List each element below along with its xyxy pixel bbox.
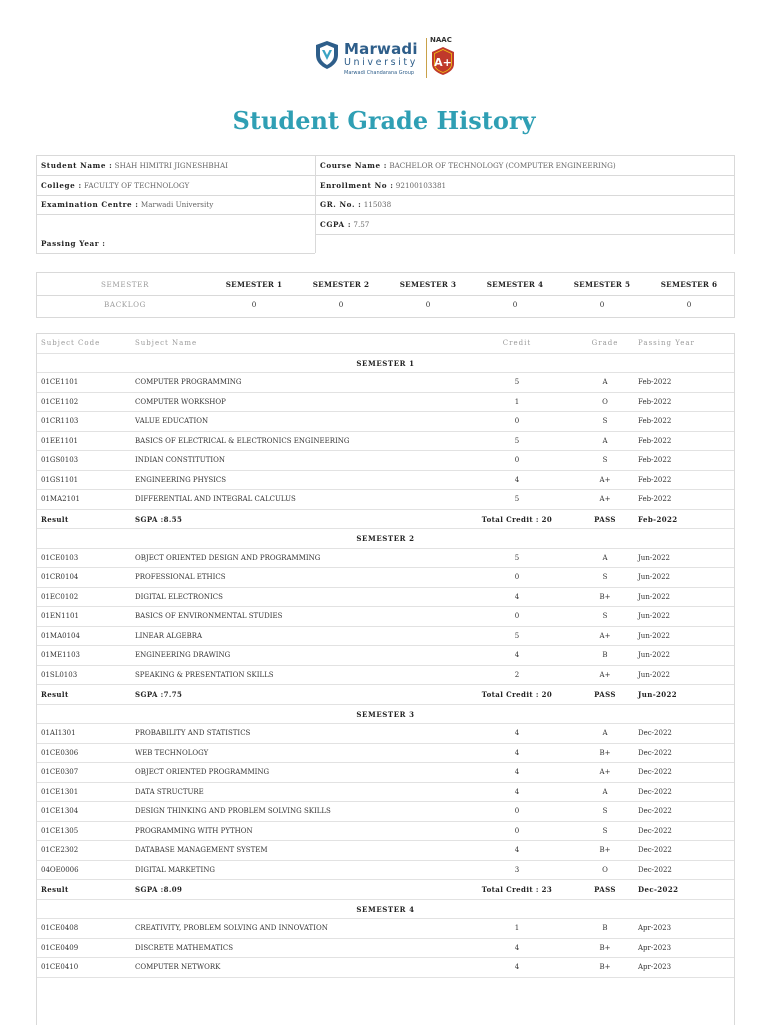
- passing-year: Dec-2022: [638, 787, 672, 796]
- passing-year: Feb-2022: [638, 456, 672, 464]
- university-header: [0, 32, 768, 82]
- subject-code: 01CE0307: [41, 768, 79, 776]
- subject-row: [37, 802, 734, 822]
- passing-year: Feb-2022: [638, 475, 672, 484]
- subject-name: COMPUTER WORKSHOP: [135, 397, 226, 406]
- naac-grade-badge: [430, 46, 456, 76]
- grade: S: [602, 807, 608, 815]
- summary-backlog-label: BACKLOG: [104, 300, 146, 309]
- course-value: BACHELOR OF TECHNOLOGY (COMPUTER ENGINEERING): [389, 161, 616, 170]
- subject-code: 01CE0408: [41, 924, 79, 932]
- passing-year: Apr-2023: [638, 924, 672, 932]
- subject-row: [37, 939, 734, 959]
- credit: 4: [514, 592, 520, 601]
- summary-semester-5: SEMESTER 5: [573, 280, 631, 289]
- subject-code: 01CE0410: [41, 963, 79, 971]
- subject-code: 01AI1301: [41, 729, 76, 737]
- credit: 4: [514, 943, 520, 952]
- subject-name: PROGRAMMING WITH PYTHON: [135, 826, 253, 835]
- subject-name: PROFESSIONAL ETHICS: [135, 573, 226, 581]
- summary-semester-1: SEMESTER 1: [225, 280, 283, 289]
- summary-backlog-1: 0: [251, 300, 257, 309]
- cgpa-label: CGPA :: [320, 219, 352, 229]
- credit: 1: [514, 397, 520, 406]
- subject-name: DIFFERENTIAL AND INTEGRAL CALCULUS: [135, 495, 296, 503]
- subject-code: 01SL0103: [41, 670, 78, 679]
- gr-number-label: GR. No. :: [320, 200, 362, 209]
- grade: A+: [599, 670, 611, 679]
- passing-year: Jun-2022: [638, 631, 671, 640]
- summary-backlog-4: 0: [512, 300, 518, 309]
- summary-backlog-6: 0: [686, 300, 692, 309]
- enrollment-cell: [316, 176, 446, 195]
- grade: A: [602, 729, 608, 737]
- grade: A+: [599, 475, 611, 484]
- passing-year: Apr-2023: [638, 943, 672, 952]
- subject-code: 01CR1103: [41, 417, 79, 425]
- grade: B: [602, 651, 608, 659]
- subject-row: [37, 568, 734, 588]
- subject-code: Result: [41, 885, 69, 894]
- brand-name: Marwadi: [344, 40, 418, 58]
- grade-history-table: [36, 333, 735, 1025]
- grade: A+: [599, 631, 611, 640]
- grade: O: [602, 865, 608, 874]
- passing-year: Jun-2022: [638, 612, 671, 620]
- subject-row: [37, 490, 734, 510]
- credit: 4: [514, 963, 520, 971]
- passing-year: Jun-2022: [638, 592, 671, 601]
- subject-row: [37, 724, 734, 744]
- subject-code: 01CE0409: [41, 943, 79, 952]
- passing-year: Jun-2022: [638, 573, 671, 581]
- course-cell: [316, 156, 616, 175]
- backlog-summary-table: [36, 272, 735, 318]
- subject-name: SGPA :8.09: [135, 885, 183, 894]
- university-logo: [314, 36, 459, 80]
- grade: B+: [599, 963, 611, 971]
- credit: 4: [514, 729, 520, 737]
- subject-name: OBJECT ORIENTED PROGRAMMING: [135, 768, 270, 776]
- subject-code: 01GS0103: [41, 456, 79, 464]
- summary-backlog-2: 0: [338, 300, 344, 309]
- grade: A+: [599, 768, 611, 776]
- grade: A: [602, 553, 608, 562]
- subject-row: [37, 841, 734, 861]
- subject-code: 04OE0006: [41, 865, 79, 874]
- credit: 0: [514, 826, 520, 835]
- subject-code: 01CE1305: [41, 826, 79, 835]
- grade: PASS: [594, 514, 616, 524]
- grade: A: [602, 378, 608, 386]
- brand-group: Marwadi Chandarana Group: [344, 70, 415, 76]
- subject-row: [37, 822, 734, 842]
- result-row: [37, 880, 734, 900]
- grade: S: [602, 417, 608, 425]
- cgpa-cell: [316, 215, 369, 234]
- credit: Total Credit : 20: [481, 690, 553, 699]
- subject-code: 01EC0102: [41, 592, 79, 601]
- subject-code: 01CE2302: [41, 846, 79, 854]
- header-subject-name: Subject Name: [135, 339, 198, 347]
- credit: 4: [514, 846, 520, 854]
- subject-code: 01EE1101: [41, 436, 78, 445]
- gr-number-value: 115038: [363, 200, 392, 209]
- header-grade: Grade: [591, 339, 619, 347]
- subject-name: BASICS OF ELECTRICAL & ELECTRONICS ENGINEERING: [135, 436, 350, 445]
- subject-code: Result: [41, 514, 69, 524]
- subject-row: [37, 373, 734, 393]
- summary-semester-4: SEMESTER 4: [486, 280, 544, 289]
- subject-name: DISCRETE MATHEMATICS: [135, 943, 234, 952]
- subject-code: 01CE1101: [41, 378, 79, 386]
- passing-year: Dec-2022: [638, 826, 672, 835]
- grade: B+: [599, 748, 611, 757]
- credit: 0: [514, 807, 520, 815]
- subject-name: SGPA :7.75: [135, 690, 183, 699]
- subject-row: [37, 432, 734, 452]
- subject-name: BASICS OF ENVIRONMENTAL STUDIES: [135, 612, 283, 620]
- summary-backlog-3: 0: [425, 300, 431, 309]
- subject-row: [37, 666, 734, 686]
- passing-year: Feb-2022: [638, 436, 672, 445]
- credit: 4: [514, 475, 520, 484]
- passing-year: Feb-2022: [638, 495, 672, 503]
- credit: 4: [514, 768, 520, 776]
- passing-year: Jun-2022: [638, 651, 671, 659]
- brand-sub: University: [344, 57, 418, 68]
- subject-row: [37, 588, 734, 608]
- subject-name: INDIAN CONSTITUTION: [135, 456, 225, 464]
- student-name-label: Student Name :: [41, 161, 113, 170]
- credit: Total Credit : 20: [481, 514, 553, 524]
- passing-year: Feb-2022: [638, 378, 672, 386]
- passing-year: Dec-2022: [638, 768, 672, 776]
- student-name-cell: [37, 156, 228, 175]
- credit: 5: [514, 553, 520, 562]
- subject-name: SGPA :8.55: [135, 514, 183, 524]
- enrollment-value: 92100103381: [395, 180, 447, 190]
- subject-row: [37, 451, 734, 471]
- shield-logo-icon: [314, 40, 340, 70]
- credit: 0: [514, 417, 520, 425]
- subject-row: [37, 412, 734, 432]
- summary-semester-6: SEMESTER 6: [660, 280, 718, 289]
- subject-code: Result: [41, 690, 69, 699]
- subject-name: DESIGN THINKING AND PROBLEM SOLVING SKILLS: [135, 807, 331, 815]
- subject-name: COMPUTER NETWORK: [135, 963, 221, 971]
- subject-row: [37, 471, 734, 491]
- subject-code: 01ME1103: [41, 651, 80, 659]
- summary-backlog-5: 0: [599, 300, 605, 309]
- exam-centre-cell: [37, 195, 213, 214]
- naac-label: NAAC: [430, 36, 452, 44]
- header-credit: Credit: [502, 339, 532, 347]
- passing-year: Dec-2022: [638, 748, 672, 757]
- subject-name: OBJECT ORIENTED DESIGN AND PROGRAMMING: [135, 553, 321, 562]
- semester-heading-row: [37, 529, 734, 549]
- subject-name: LINEAR ALGEBRA: [135, 631, 203, 640]
- grade: S: [602, 612, 608, 620]
- result-row: [37, 685, 734, 705]
- subject-row: [37, 919, 734, 939]
- passing-year: Dec-2022: [638, 846, 672, 854]
- credit: 2: [514, 670, 520, 679]
- passing-year: Dec-2022: [638, 729, 672, 737]
- summary-semester-2: SEMESTER 2: [312, 280, 370, 289]
- subject-name: ENGINEERING PHYSICS: [135, 475, 227, 484]
- grade-table-header: [37, 334, 734, 354]
- subject-name: VALUE EDUCATION: [135, 417, 209, 425]
- credit: 0: [514, 612, 520, 620]
- passing-year-label: Passing Year :: [41, 239, 106, 248]
- passing-year: Feb-2022: [638, 417, 672, 425]
- credit: 3: [514, 865, 520, 874]
- subject-row: [37, 861, 734, 881]
- subject-row: [37, 783, 734, 803]
- passing-year-cell: [37, 234, 106, 253]
- passing-year: Dec-2022: [638, 865, 672, 874]
- info-divider: [37, 253, 315, 254]
- subject-code: 01MA0104: [41, 631, 80, 640]
- college-label: College :: [41, 180, 82, 190]
- info-row-2: [37, 176, 734, 195]
- subject-row: [37, 763, 734, 783]
- cgpa-value: 7.57: [353, 219, 370, 229]
- subject-code: 01CR0104: [41, 573, 79, 581]
- info-row-1: [37, 156, 734, 175]
- subject-row: [37, 607, 734, 627]
- grade: B+: [599, 592, 611, 601]
- enrollment-label: Enrollment No :: [320, 180, 394, 190]
- page-title: Student Grade History: [232, 106, 536, 135]
- subject-name: WEB TECHNOLOGY: [135, 748, 209, 757]
- credit: 1: [514, 924, 520, 932]
- subject-name: DIGITAL MARKETING: [135, 865, 215, 874]
- subject-code: 01CE0306: [41, 748, 79, 757]
- credit: 5: [514, 495, 520, 503]
- semester-heading: SEMESTER 1: [356, 358, 415, 368]
- subject-code: 01CE1102: [41, 397, 79, 406]
- passing-year: Jun-2022: [638, 553, 671, 562]
- grade: O: [602, 397, 608, 406]
- passing-year: Feb-2022: [638, 397, 672, 406]
- result-row: [37, 510, 734, 530]
- subject-row: [37, 549, 734, 569]
- grade: A: [602, 436, 608, 445]
- grade: B+: [599, 943, 611, 952]
- grade: S: [602, 456, 608, 464]
- credit: 4: [514, 787, 520, 796]
- grade: B+: [599, 846, 611, 854]
- subject-code: 01EN1101: [41, 612, 79, 620]
- credit: 5: [514, 436, 520, 445]
- semester-heading: SEMESTER 4: [356, 904, 415, 914]
- grade: PASS: [594, 690, 616, 699]
- subject-row: [37, 393, 734, 413]
- subject-code: 01GS1101: [41, 475, 79, 484]
- grade: S: [602, 826, 608, 835]
- grade: A: [602, 787, 608, 796]
- summary-divider: [37, 295, 734, 296]
- naac-grade-text: A+: [434, 56, 452, 69]
- credit: 5: [514, 378, 520, 386]
- subject-code: 01CE0103: [41, 553, 79, 562]
- subject-name: PROBABILITY AND STATISTICS: [135, 729, 251, 737]
- subject-row: [37, 744, 734, 764]
- subject-name: COMPUTER PROGRAMMING: [135, 378, 242, 386]
- info-row-3: [37, 195, 734, 214]
- semester-heading: SEMESTER 2: [356, 534, 415, 543]
- subject-name: SPEAKING & PRESENTATION SKILLS: [135, 670, 274, 679]
- credit: 4: [514, 651, 520, 659]
- subject-row: [37, 958, 734, 978]
- semester-heading-row: [37, 900, 734, 920]
- course-label: Course Name :: [320, 161, 388, 170]
- subject-code: 01CE1304: [41, 807, 79, 815]
- credit: 5: [514, 631, 520, 640]
- grade: S: [602, 573, 608, 581]
- college-value: FACULTY OF TECHNOLOGY: [84, 180, 190, 190]
- info-row-4: [37, 215, 734, 234]
- semester-heading-row: [37, 705, 734, 725]
- subject-name: DATA STRUCTURE: [135, 787, 204, 796]
- grade: PASS: [594, 885, 616, 894]
- logo-divider: [426, 38, 427, 78]
- credit: Total Credit : 23: [481, 885, 553, 894]
- passing-year: Jun-2022: [638, 690, 678, 699]
- grade: A+: [599, 495, 611, 503]
- header-subject-code: Subject Code: [41, 339, 101, 347]
- passing-year: Jun-2022: [638, 670, 671, 679]
- passing-year: Dec-2022: [638, 807, 672, 815]
- student-info-panel: [36, 155, 735, 254]
- header-passing-year: Passing Year: [638, 339, 695, 347]
- subject-name: DATABASE MANAGEMENT SYSTEM: [135, 846, 268, 854]
- subject-name: ENGINEERING DRAWING: [135, 651, 231, 659]
- subject-code: 01CE1301: [41, 787, 79, 796]
- subject-name: CREATIVITY, PROBLEM SOLVING AND INNOVATION: [135, 924, 328, 932]
- credit: 4: [514, 748, 520, 757]
- passing-year: Feb-2022: [638, 514, 678, 524]
- subject-row: [37, 646, 734, 666]
- summary-semester-label: SEMESTER: [101, 280, 149, 289]
- credit: 0: [514, 456, 520, 464]
- subject-code: 01MA2101: [41, 495, 80, 503]
- gr-number-cell: [316, 195, 391, 214]
- subject-row: [37, 627, 734, 647]
- exam-centre-value: Marwadi University: [140, 200, 214, 209]
- credit: 0: [514, 573, 520, 581]
- college-cell: [37, 176, 189, 195]
- exam-centre-label: Examination Centre :: [41, 200, 139, 209]
- passing-year: Dec-2022: [638, 885, 679, 894]
- info-row-5: [37, 234, 734, 253]
- info-column-divider: [315, 156, 316, 253]
- grade: B: [602, 924, 608, 932]
- semester-heading-row: [37, 354, 734, 374]
- subject-name: DIGITAL ELECTRONICS: [135, 592, 223, 601]
- student-name-value: SHAH HIMITRI JIGNESHBHAI: [114, 161, 228, 170]
- semester-heading: SEMESTER 3: [356, 709, 415, 719]
- summary-semester-3: SEMESTER 3: [399, 280, 457, 289]
- passing-year: Apr-2023: [638, 963, 672, 971]
